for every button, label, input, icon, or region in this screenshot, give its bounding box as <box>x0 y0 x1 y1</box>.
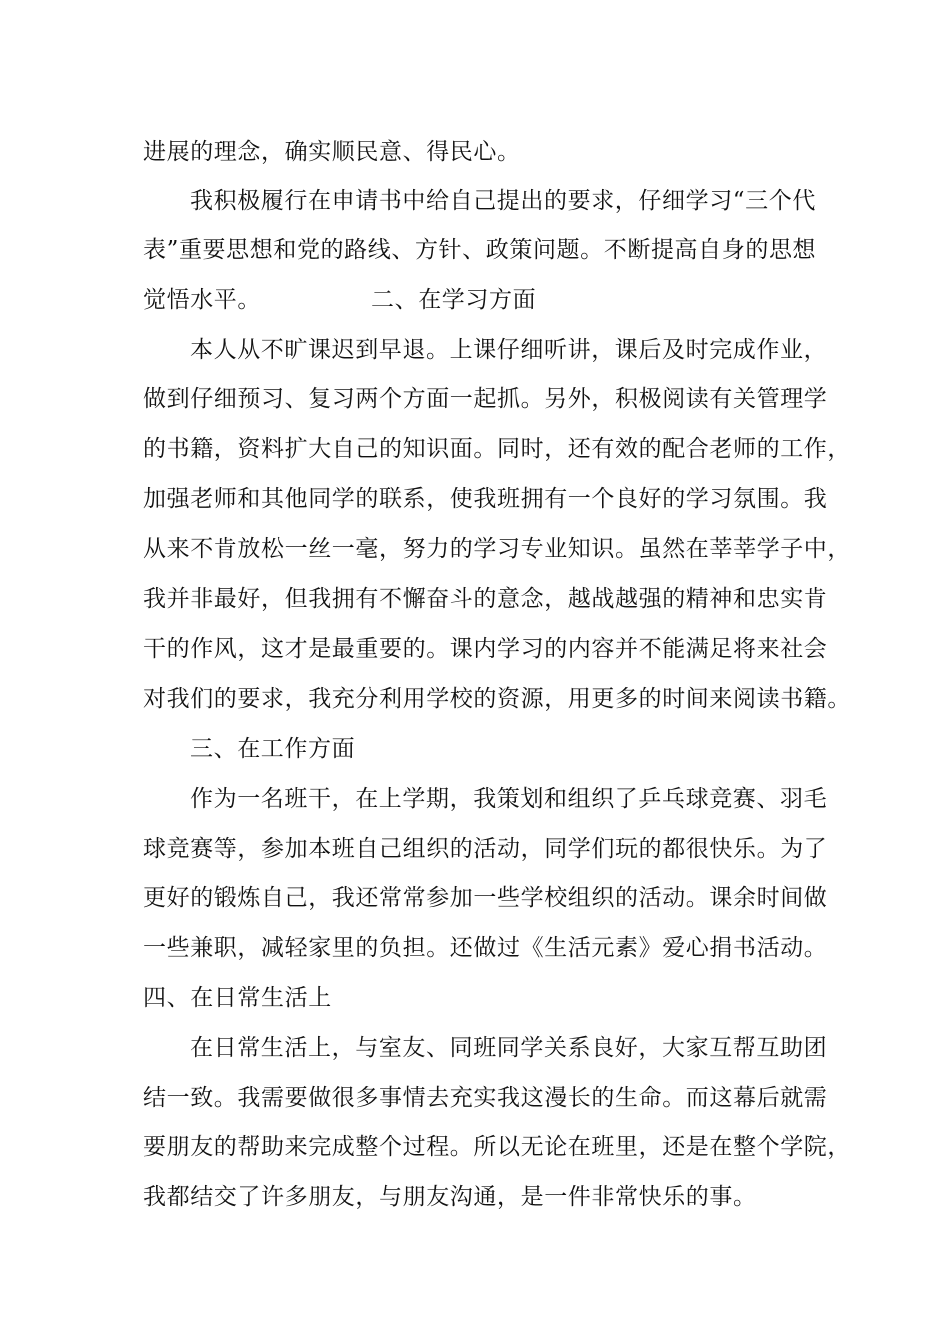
text-line: 球竞赛等，参加本班自己组织的活动，同学们玩的都很快乐。为了 <box>143 836 828 862</box>
text-line: 从来不肯放松一丝一毫，努力的学习专业知识。虽然在莘莘学子中， <box>143 536 851 562</box>
section-heading: 三、在工作方面 <box>190 736 356 762</box>
text-line: 对我们的要求，我充分利用学校的资源，用更多的时间来阅读书籍。 <box>143 686 851 712</box>
text-line: 加强老师和其他同学的联系，使我班拥有一个良好的学习氛围。我 <box>143 486 828 512</box>
text-line: 在日常生活上，与室友、同班同学关系良好，大家互帮互助团 <box>190 1035 828 1061</box>
text-line: 做到仔细预习、复习两个方面一起抓。另外，积极阅读有关管理学 <box>143 386 828 412</box>
section-heading: 二、在学习方面 <box>371 287 537 313</box>
text-line: 的书籍，资料扩大自己的知识面。同时，还有效的配合老师的工作， <box>143 436 851 462</box>
text-line: 干的作风，这才是最重要的。课内学习的内容并不能满足将来社会 <box>143 636 828 662</box>
text-line: 一些兼职，减轻家里的负担。还做过《生活元素》爱心捐书活动。 <box>143 935 828 961</box>
text-line: 本人从不旷课迟到早退。上课仔细听讲，课后及时完成作业， <box>190 337 828 363</box>
section-heading: 四、在日常生活上 <box>143 985 332 1011</box>
text-line: 表”重要思想和党的路线、方针、政策问题。不断提高自身的思想 <box>143 237 817 263</box>
text-line: 作为一名班干，在上学期，我策划和组织了乒乓球竞赛、羽毛 <box>190 786 828 812</box>
text-line: 进展的理念，确实顺民意、得民心。 <box>143 139 521 165</box>
text-line: 更好的锻炼自己，我还常常参加一些学校组织的活动。课余时间做 <box>143 885 828 911</box>
text-line: 要朋友的帮助来完成整个过程。所以无论在班里，还是在整个学院， <box>143 1134 851 1160</box>
text-line: 结一致。我需要做很多事情去充实我这漫长的生命。而这幕后就需 <box>143 1085 828 1111</box>
text-line: 我积极履行在申请书中给自己提出的要求，仔细学习“三个代 <box>190 188 816 214</box>
text-line <box>143 285 536 315</box>
text-fragment: 觉悟水平。 <box>143 287 261 313</box>
text-line: 我并非最好，但我拥有不懈奋斗的意念，越战越强的精神和忠实肯 <box>143 586 828 612</box>
text-line: 我都结交了许多朋友，与朋友沟通，是一件非常快乐的事。 <box>143 1184 757 1210</box>
